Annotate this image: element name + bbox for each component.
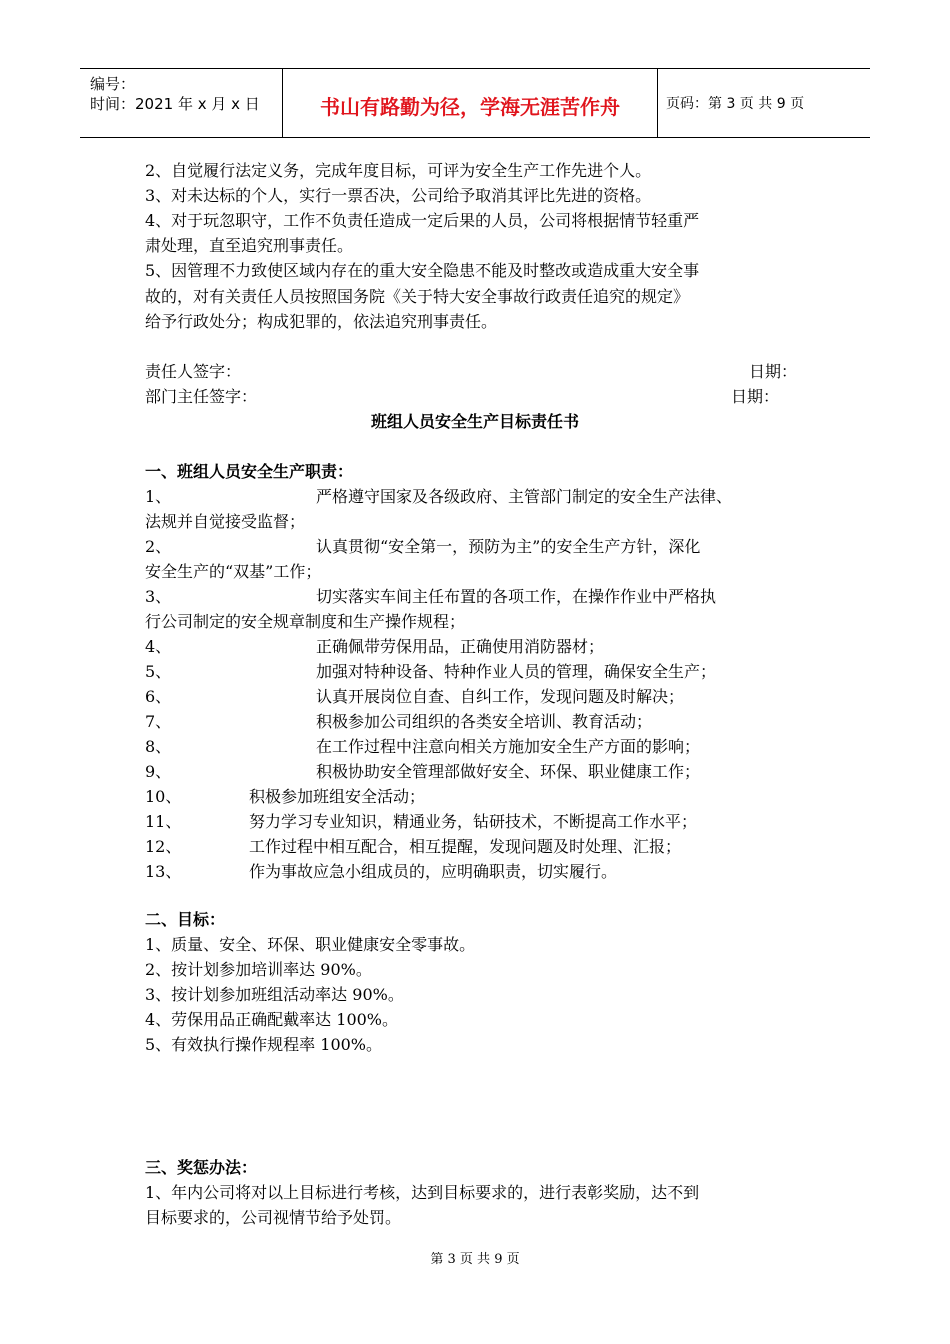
duty-number: 6、 — [145, 687, 172, 706]
duty-text-continued: 法规并自觉接受监督； — [145, 512, 306, 531]
section-heading: 一、班组人员安全生产职责： — [145, 462, 354, 481]
duty-number: 9、 — [145, 762, 172, 781]
target-item: 4、劳保用品正确配戴率达 100%。 — [145, 1010, 399, 1029]
header-motto-cell — [283, 69, 658, 137]
header-motto: 书山有路勤为径，学海无涯苦作舟 — [320, 95, 620, 119]
duty-text-continued: 安全生产的“双基”工作； — [145, 562, 322, 581]
duty-text: 努力学习专业知识，精通业务，钻研技术，不断提高工作水平； — [249, 812, 698, 831]
duty-text: 加强对特种设备、特种作业人员的管理，确保安全生产； — [316, 662, 717, 681]
intro-line: 肃处理，直至追究刑事责任。 — [145, 236, 354, 255]
duty-text: 积极协助安全管理部做好安全、环保、职业健康工作； — [316, 762, 701, 781]
duty-number: 10、 — [145, 787, 182, 806]
duty-number: 7、 — [145, 712, 172, 731]
page-footer: 第 3 页 共 9 页 — [430, 1252, 520, 1267]
duty-number: 3、 — [145, 587, 172, 606]
signature-date-label: 日期： — [731, 387, 780, 406]
target-item: 1、质量、安全、环保、职业健康安全零事故。 — [145, 935, 476, 954]
duty-text: 正确佩带劳保用品，正确使用消防器材； — [316, 637, 605, 656]
duty-text: 认真开展岗位自查、自纠工作，发现问题及时解决； — [316, 687, 685, 706]
dept-head-signature-label: 部门主任签字： — [145, 387, 258, 406]
reward-clause-line: 1、年内公司将对以上目标进行考核，达到目标要求的，进行表彰奖励，达不到 — [145, 1183, 700, 1202]
intro-line: 4、对于玩忽职守，工作不负责任造成一定后果的人员，公司将根据情节轻重严 — [145, 211, 700, 230]
header-page-cell — [658, 69, 870, 137]
duty-number: 12、 — [145, 837, 182, 856]
duty-number: 5、 — [145, 662, 172, 681]
duty-number: 4、 — [145, 637, 172, 656]
intro-line: 2、自觉履行法定义务，完成年度目标，可评为安全生产工作先进个人。 — [145, 161, 652, 180]
reward-clause-line: 目标要求的，公司视情节给予处罚。 — [145, 1208, 402, 1227]
duty-text: 积极参加班组安全活动； — [249, 787, 426, 806]
duty-number: 11、 — [145, 812, 182, 831]
intro-line: 3、对未达标的个人，实行一票否决，公司给予取消其评比先进的资格。 — [145, 186, 652, 205]
header-meta-cell — [80, 69, 283, 137]
intro-line: 给予行政处分；构成犯罪的，依法追究刑事责任。 — [145, 312, 498, 331]
doc-number-label: 编号： — [90, 75, 136, 93]
target-item: 2、按计划参加培训率达 90%。 — [145, 960, 372, 979]
duty-text: 认真贯彻“安全第一，预防为主”的安全生产方针，深化 — [316, 537, 701, 556]
duty-number: 2、 — [145, 537, 172, 556]
document-title: 班组人员安全生产目标责任书 — [370, 412, 579, 431]
intro-line: 5、因管理不力致使区域内存在的重大安全隐患不能及时整改或造成重大安全事 — [145, 261, 700, 280]
section-heading: 三、奖惩办法： — [145, 1158, 258, 1177]
target-item: 5、有效执行操作规程率 100%。 — [145, 1035, 383, 1054]
target-item: 3、按计划参加班组活动率达 90%。 — [145, 985, 404, 1004]
duty-text: 作为事故应急小组成员的，应明确职责，切实履行。 — [249, 862, 618, 881]
duty-text: 在工作过程中注意向相关方施加安全生产方面的影响； — [316, 737, 701, 756]
doc-time-label: 时间：2021 年 x 月 x 日 — [90, 95, 260, 113]
duty-text-continued: 行公司制定的安全规章制度和生产操作规程； — [145, 612, 466, 631]
duty-number: 13、 — [145, 862, 182, 881]
duty-number: 8、 — [145, 737, 172, 756]
header-page-number: 页码：第 3 页 共 9 页 — [666, 96, 805, 112]
duty-text: 工作过程中相互配合，相互提醒，发现问题及时处理、汇报； — [249, 837, 682, 856]
page-header — [80, 68, 870, 138]
intro-line: 故的，对有关责任人员按照国务院《关于特大安全事故行政责任追究的规定》 — [145, 287, 690, 306]
duty-text: 切实落实车间主任布置的各项工作，在操作作业中严格执 — [316, 587, 717, 606]
signature-date-label: 日期： — [749, 362, 798, 381]
duty-number: 1、 — [145, 487, 172, 506]
responsible-person-signature-label: 责任人签字： — [145, 362, 242, 381]
duty-text: 严格遵守国家及各级政府、主管部门制定的安全生产法律、 — [316, 487, 733, 506]
section-heading: 二、目标： — [145, 910, 226, 929]
duty-text: 积极参加公司组织的各类安全培训、教育活动； — [316, 712, 653, 731]
